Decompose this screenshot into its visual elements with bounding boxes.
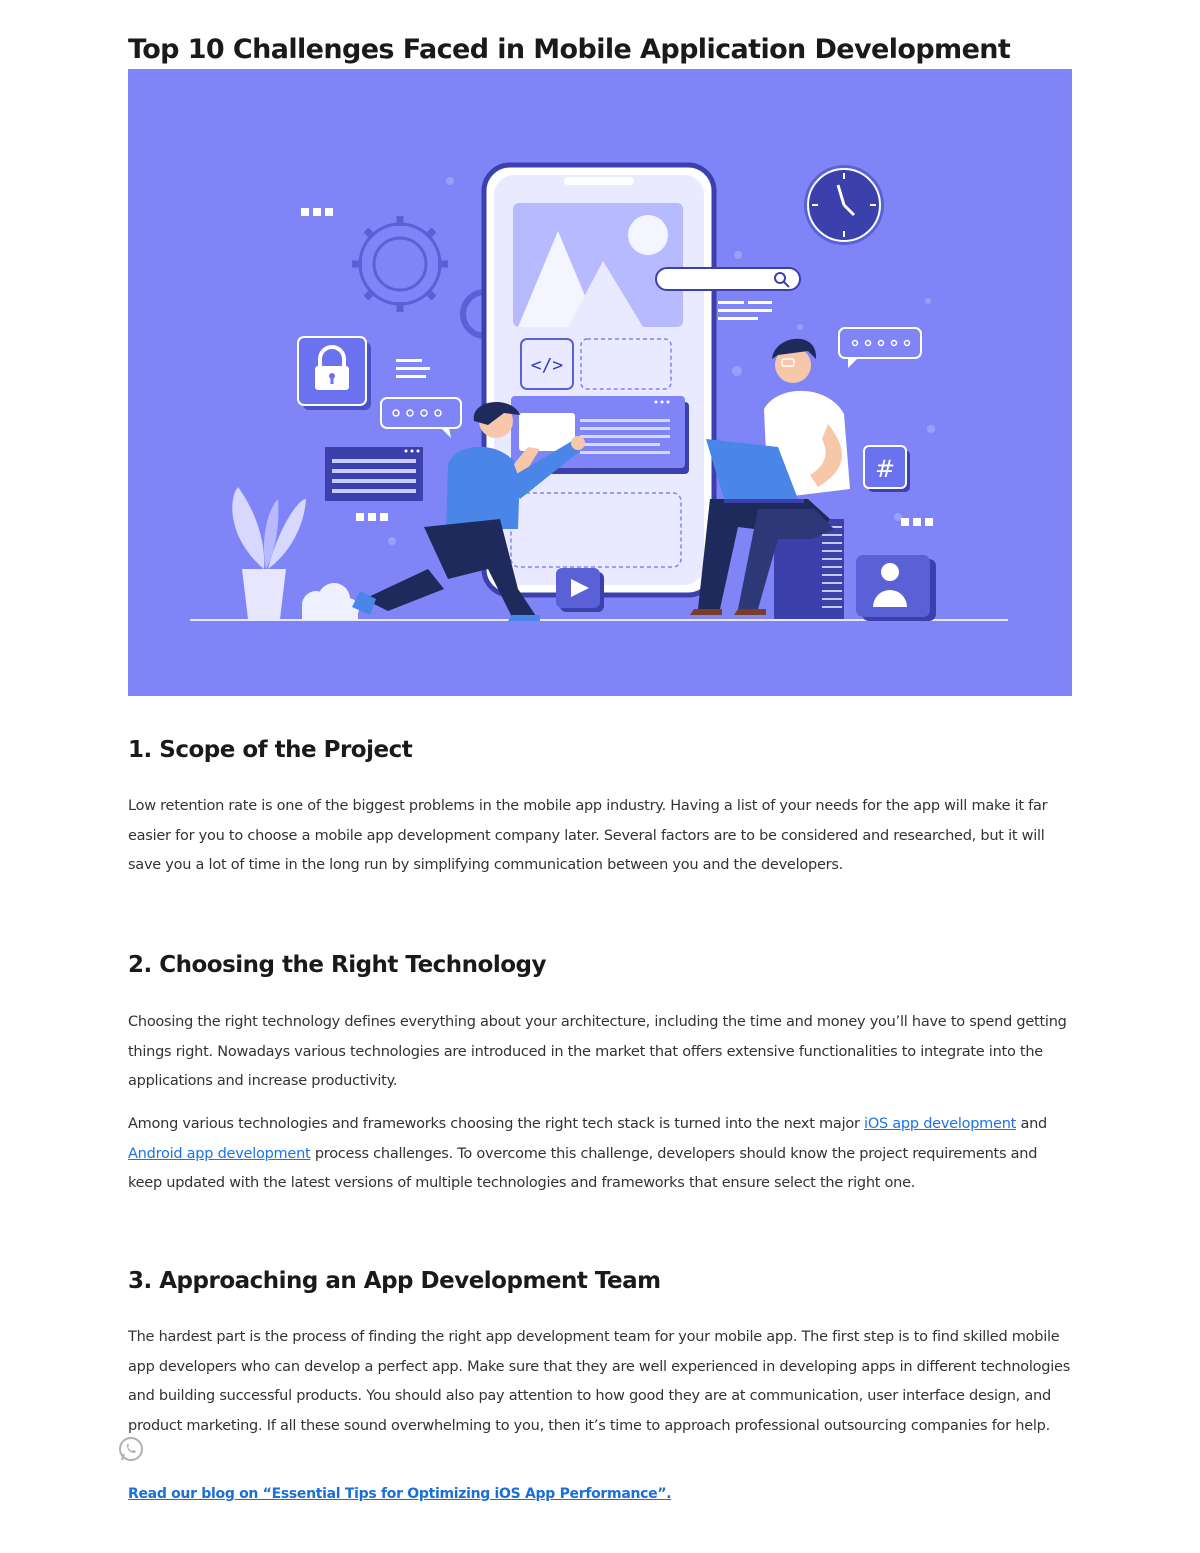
- whatsapp-icon[interactable]: [117, 1435, 145, 1463]
- paragraph-text: process challenges. To overcome this challenge, developers should know the project requirements and keep updated with the latest versions of multiple technologies and frameworks that ensure select the right one.: [128, 1145, 1038, 1191]
- search-icon: [656, 268, 800, 290]
- clock-icon: [804, 165, 884, 245]
- svg-text:#: #: [874, 455, 896, 483]
- ios-app-development-link[interactable]: iOS app development: [864, 1116, 1017, 1132]
- gear-icon: [352, 216, 448, 312]
- section-heading-2: 2. Choosing the Right Technology: [128, 952, 546, 978]
- page-title: Top 10 Challenges Faced in Mobile Application Development: [128, 34, 1011, 65]
- user-icon: [856, 555, 936, 621]
- cloud-icon: [302, 583, 359, 620]
- paragraph-text: and: [1016, 1116, 1047, 1132]
- phone-illustration: [484, 165, 714, 595]
- hash-icon: [864, 446, 910, 492]
- lock-icon: [298, 337, 371, 410]
- plant-icon: [232, 487, 306, 619]
- section-heading-3: 3. Approaching an App Development Team: [128, 1268, 661, 1294]
- section-paragraph-1: Low retention rate is one of the biggest problems in the mobile app industry. Having a list of your needs for the app will make it far easier for you to choose a mobile app development company later. Several factors are to be considered and researched, but it will save you a lot of time in the long run by simplifying communication between you and the developers.: [128, 798, 1048, 873]
- section-paragraph-2b: [128, 1110, 1072, 1199]
- svg-text:</>: </>: [530, 355, 564, 376]
- hero-illustration: [128, 69, 1072, 696]
- paragraph-text: Among various technologies and frameworks choosing the right tech stack is turned into the next major: [128, 1116, 865, 1132]
- blog-cta-link[interactable]: Read our blog on “Essential Tips for Optimizing iOS App Performance”.: [128, 1486, 672, 1502]
- play-icon: [556, 568, 604, 612]
- section-paragraph-3: The hardest part is the process of finding the right app development team for your mobile app. The first step is to find skilled mobile app developers who can develop a perfect app. Make sure that they are well experienced in developing apps in different technologies and building successful products. You should also pay attention to how good they are at communication, user interface design, and product marketing. If all these sound overwhelming to you, then it’s time to approach professional outsourcing companies for help.: [128, 1329, 1071, 1434]
- android-app-development-link[interactable]: Android app development: [128, 1145, 311, 1162]
- section-paragraph-2a: Choosing the right technology defines everything about your architecture, including the time and money you’ll have to spend getting things right. Nowadays various technologies are introduced in the market that offers extensive functionalities to integrate into the applications and increase productivity.: [128, 1014, 1067, 1089]
- section-heading-1: 1. Scope of the Project: [128, 737, 413, 763]
